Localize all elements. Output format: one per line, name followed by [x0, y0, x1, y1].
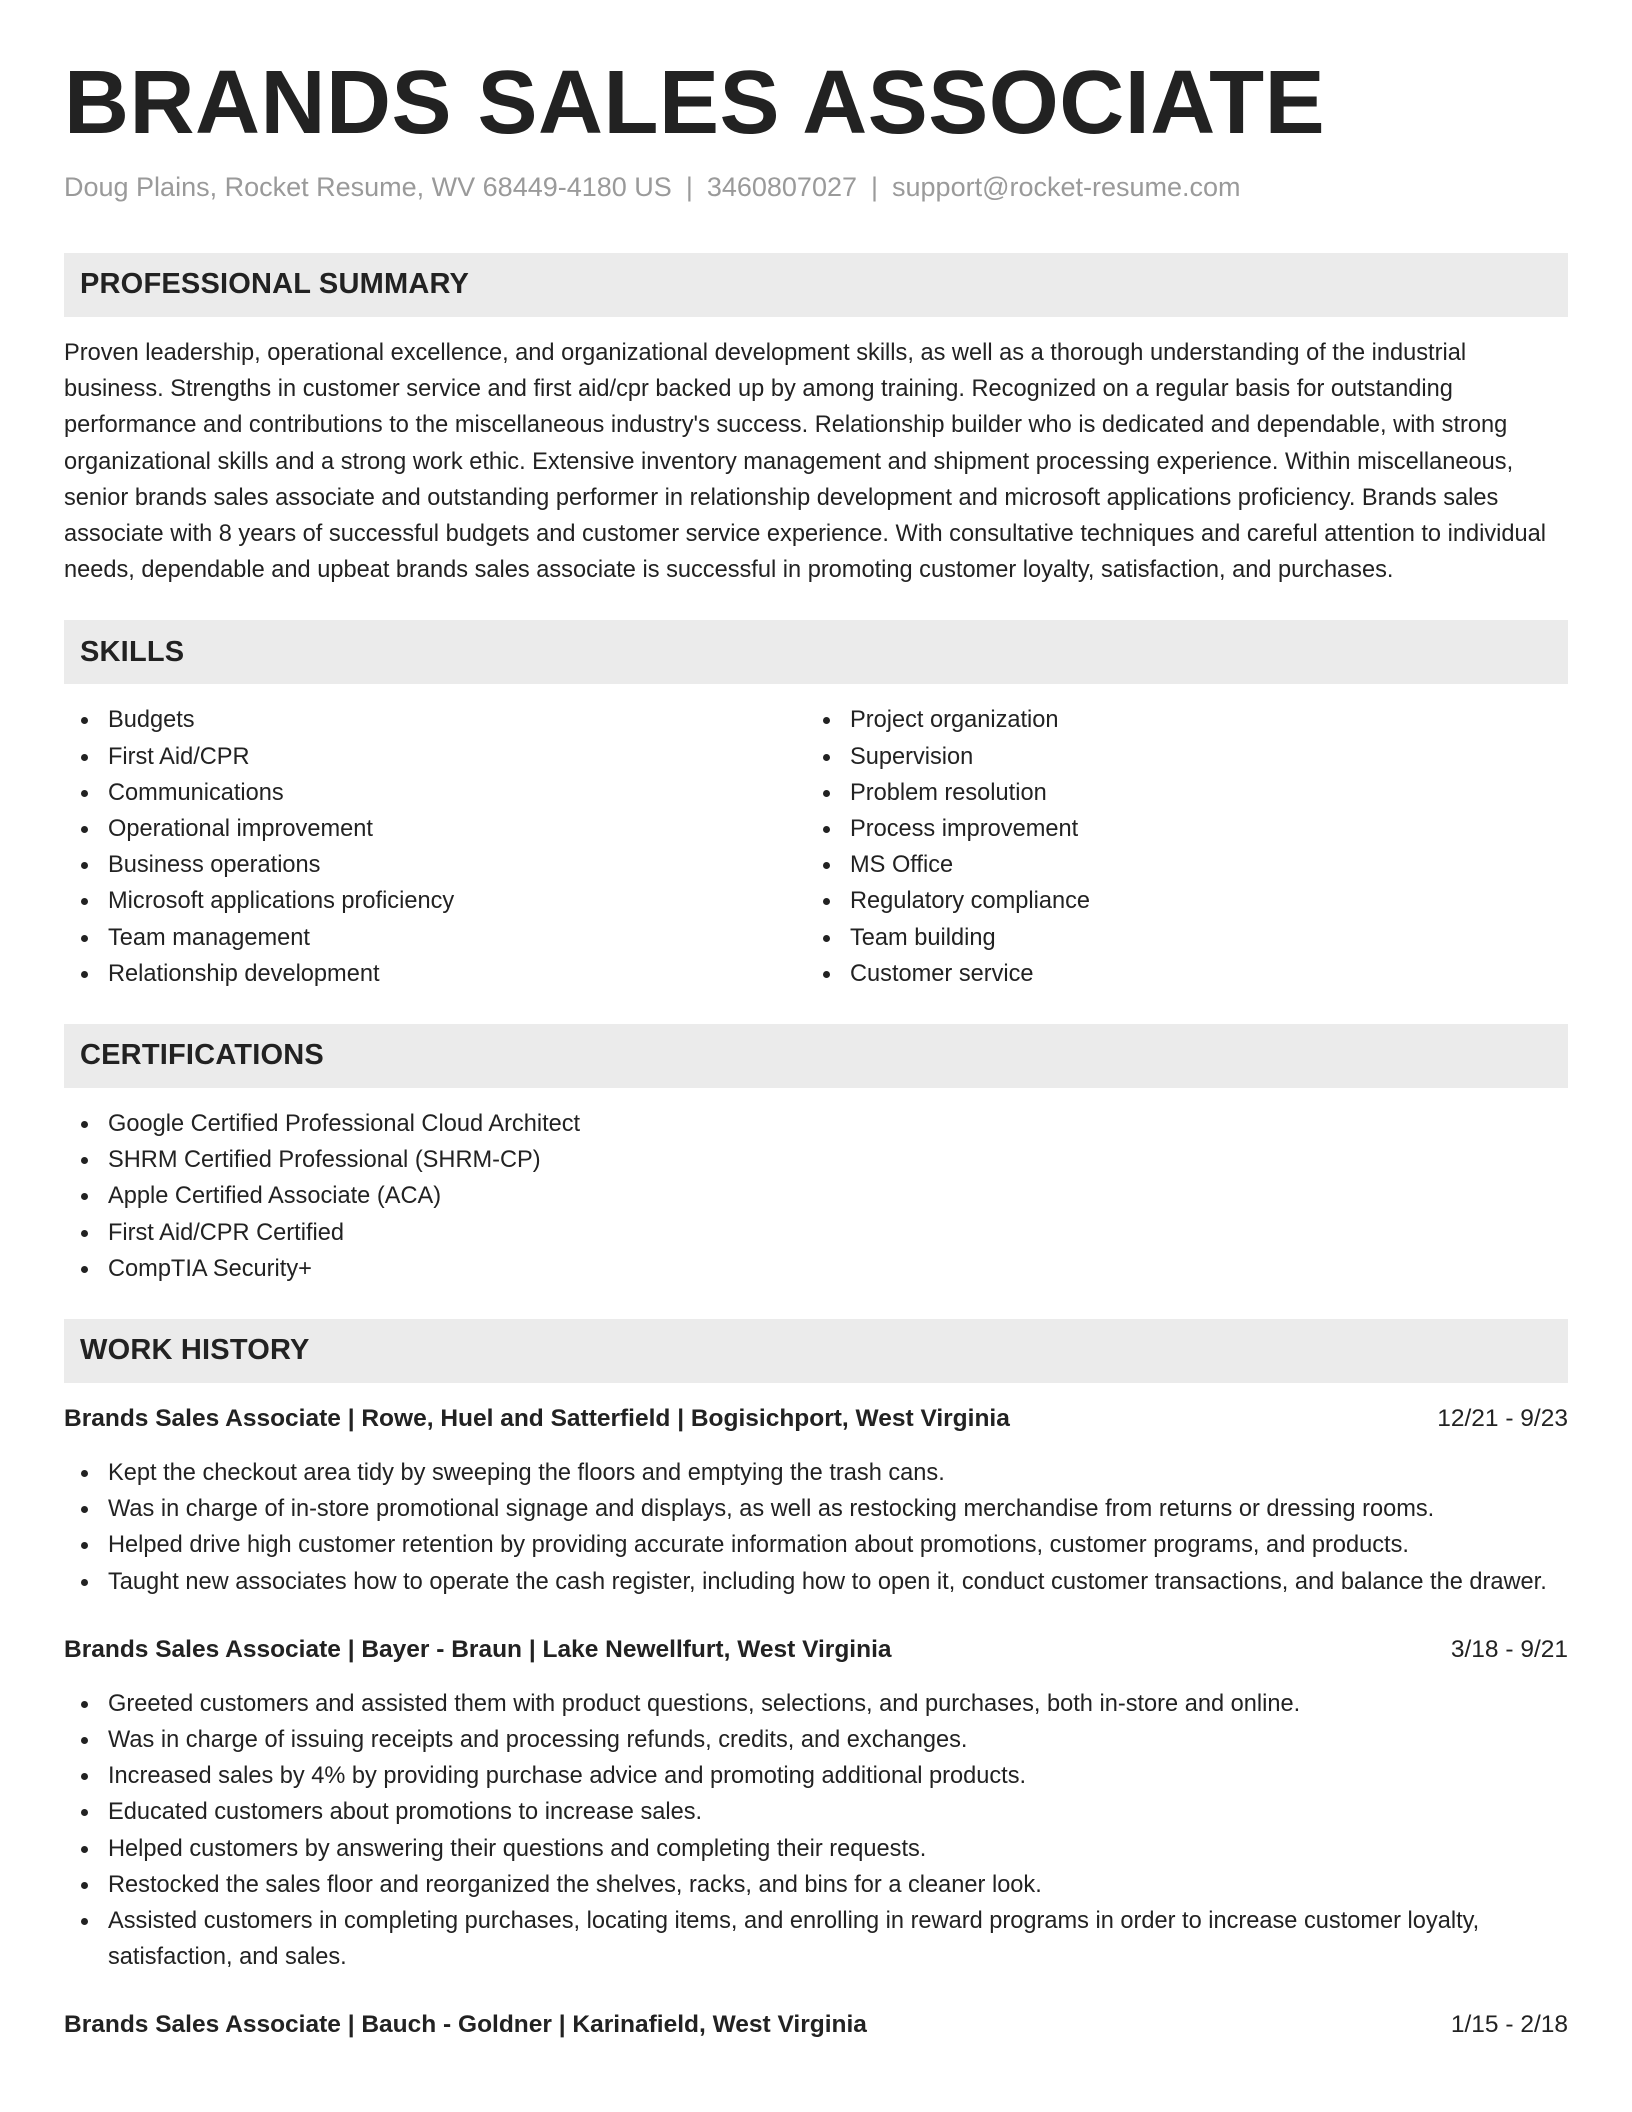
job-dates: 12/21 - 9/23 [1437, 1404, 1568, 1432]
contact-separator: | [871, 171, 879, 202]
job-bullet: Assisted customers in completing purchases, locating items, and enrolling in reward programs in order to increase customer loyalty, satisfaction, and sales. [64, 1903, 1568, 1975]
resume-title: BRANDS SALES ASSOCIATE [64, 53, 1326, 153]
section-header-certifications: CERTIFICATIONS [64, 1024, 1568, 1088]
contact-email: support@rocket-resume.com [892, 171, 1241, 202]
job-bullet: Was in charge of in-store promotional signage and displays, as well as restocking merchandise from returns or dressing rooms. [64, 1491, 1568, 1527]
skill-item: Regulatory compliance [806, 883, 1568, 919]
skill-item: Customer service [806, 956, 1568, 992]
skill-item: Project organization [806, 702, 1568, 738]
job-bullet: Restocked the sales floor and reorganized the shelves, racks, and bins for a cleaner look. [64, 1867, 1568, 1903]
job-dates: 3/18 - 9/21 [1450, 1635, 1568, 1663]
job-entry [64, 1632, 1568, 1976]
job-bullet: Educated customers about promotions to increase sales. [64, 1794, 1568, 1830]
contact-phone: 3460807027 [706, 171, 857, 202]
section-header-work-history: WORK HISTORY [64, 1319, 1568, 1383]
job-header [64, 1401, 1568, 1437]
skill-item: First Aid/CPR [64, 739, 806, 775]
contact-line [64, 171, 1568, 203]
skill-item: Process improvement [806, 811, 1568, 847]
contact-address: Doug Plains, Rocket Resume, WV 68449-4180 US [64, 171, 672, 202]
section-header-summary: PROFESSIONAL SUMMARY [64, 253, 1568, 317]
skills-list-left [64, 702, 806, 992]
skill-item: Team building [806, 920, 1568, 956]
skill-item: Communications [64, 775, 806, 811]
job-bullets [64, 1686, 1568, 1976]
skill-item: Budgets [64, 702, 806, 738]
skills-list-right [806, 702, 1568, 992]
job-title: Brands Sales Associate | Bauch - Goldner | Karinafield, West Virginia [64, 2011, 867, 2039]
skill-item: Business operations [64, 847, 806, 883]
skill-item: Team management [64, 920, 806, 956]
skill-item: Microsoft applications proficiency [64, 883, 806, 919]
job-bullet: Greeted customers and assisted them with product questions, selections, and purchases, both in-store and online. [64, 1686, 1568, 1722]
certification-item: Google Certified Professional Cloud Architect [64, 1106, 1568, 1142]
job-entry [64, 2007, 1568, 2043]
skill-item: MS Office [806, 847, 1568, 883]
certification-item: First Aid/CPR Certified [64, 1215, 1568, 1251]
job-bullet: Was in charge of issuing receipts and processing refunds, credits, and exchanges. [64, 1722, 1568, 1758]
contact-separator: | [685, 171, 693, 202]
skill-item: Supervision [806, 739, 1568, 775]
certification-item: SHRM Certified Professional (SHRM-CP) [64, 1142, 1568, 1178]
job-bullet: Taught new associates how to operate the cash register, including how to open it, conduct customer transactions, and balance the drawer. [64, 1564, 1568, 1600]
job-bullets [64, 1455, 1568, 1600]
certification-item: Apple Certified Associate (ACA) [64, 1178, 1568, 1214]
job-title: Brands Sales Associate | Bayer - Braun | Lake Newellfurt, West Virginia [64, 1635, 892, 1663]
job-title: Brands Sales Associate | Rowe, Huel and Satterfield | Bogisichport, West Virginia [64, 1404, 1010, 1432]
job-entry [64, 1401, 1568, 1600]
job-bullet: Kept the checkout area tidy by sweeping the floors and emptying the trash cans. [64, 1455, 1568, 1491]
job-header [64, 1632, 1568, 1668]
certification-item: CompTIA Security+ [64, 1251, 1568, 1287]
job-bullet: Increased sales by 4% by providing purchase advice and promoting additional products. [64, 1758, 1568, 1794]
job-dates: 1/15 - 2/18 [1450, 2011, 1568, 2039]
skill-item: Relationship development [64, 956, 806, 992]
skills-grid [64, 702, 1568, 992]
skill-item: Operational improvement [64, 811, 806, 847]
certifications-list [64, 1106, 1568, 1287]
job-bullet: Helped drive high customer retention by providing accurate information about promotions, customer programs, and products. [64, 1527, 1568, 1563]
job-header [64, 2007, 1568, 2043]
job-bullet: Helped customers by answering their questions and completing their requests. [64, 1831, 1568, 1867]
section-header-skills: SKILLS [64, 620, 1568, 684]
skill-item: Problem resolution [806, 775, 1568, 811]
summary-text: Proven leadership, operational excellence, and organizational development skills, as well as a thorough understanding of the industrial business. Strengths in customer service and first aid/cpr backed up by among training. Recognized on a regular basis for outstanding performance and contributions to the miscellaneous industry's success. Relationship builder who is dedicated and dependable, with strong organizational skills and a strong work ethic. Extensive inventory management and shipment processing experience. Within miscellaneous, senior brands sales associate and outstanding performer in relationship development and microsoft applications proficiency. Brands sales associate with 8 years of successful budgets and customer service experience. With consultative techniques and careful attention to individual needs, dependable and upbeat brands sales associate is successful in promoting customer loyalty, satisfaction, and purchases. [64, 339, 1546, 584]
